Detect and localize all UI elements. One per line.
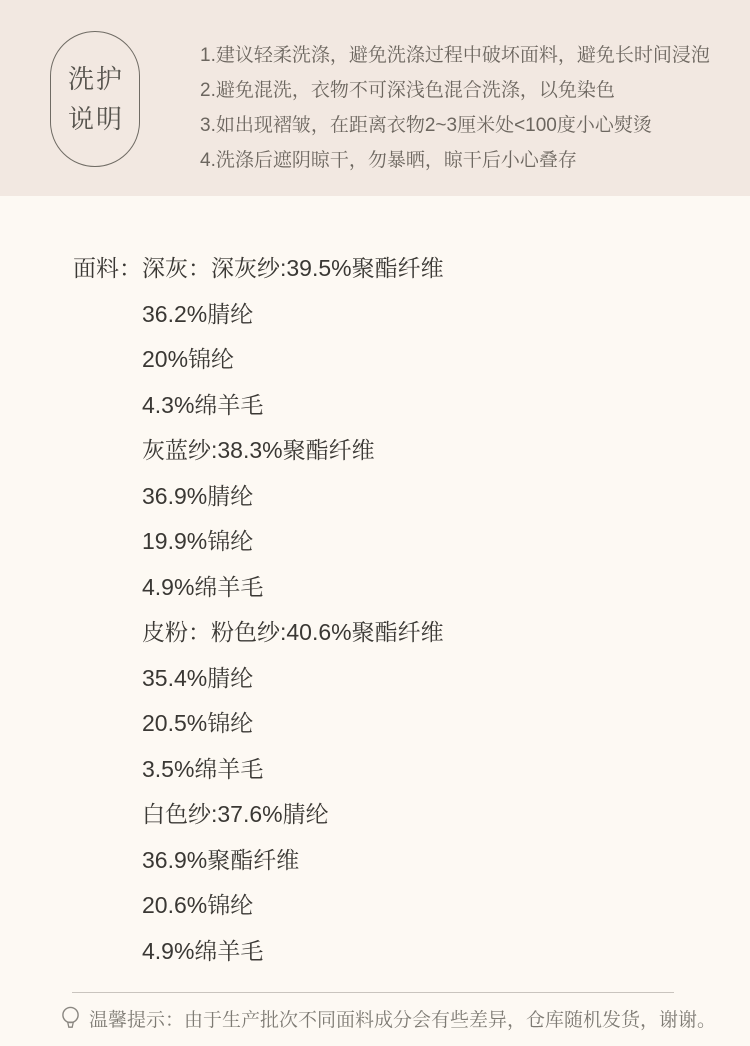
fabric-composition-line: 36.2%腈纶 [142,300,254,327]
fabric-composition-line: 皮粉：粉色纱:40.6%聚酯纤维 [142,619,444,645]
fabric-composition-line: 白色纱:37.6%腈纶 [142,801,329,827]
fabric-composition-line: 灰蓝纱:38.3%聚酯纤维 [142,437,375,463]
footer-tip-text: 温馨提示：由于生产批次不同面料成分会有些差异，仓库随机发货，谢谢。 [89,1010,717,1031]
fabric-composition-line: 深灰：深灰纱:39.5%聚酯纤维 [142,255,444,281]
fabric-composition-line: 20.6%锦纶 [142,892,254,918]
care-badge-line2: 说明 [67,104,124,134]
fabric-composition-list [142,246,750,974]
fabric-composition-line: 3.5%绵羊毛 [142,755,264,782]
lightbulb-icon [61,1006,80,1032]
fabric-composition-line: 4.9%绵羊毛 [142,937,264,964]
fabric-composition-section [0,196,750,974]
care-badge [50,31,140,167]
care-instructions-section [0,0,750,196]
care-badge-line1: 洗护 [67,64,124,94]
fabric-composition-line: 4.3%绵羊毛 [142,391,264,418]
fabric-composition-line: 19.9%锦纶 [142,528,254,554]
care-instruction-item: 3.如出现褶皱，在距离衣物2~3厘米处<100度小心熨烫 [200,115,652,136]
care-instruction-item: 2.避免混洗，衣物不可深浅色混合洗涤，以免染色 [200,80,615,101]
fabric-composition-line: 35.4%腈纶 [142,664,254,691]
fabric-composition-line: 20%锦纶 [142,346,235,372]
care-instruction-item: 1.建议轻柔洗涤，避免洗涤过程中破坏面料，避免长时间浸泡 [200,45,710,66]
care-instruction-item: 4.洗涤后遮阴晾干，勿暴晒，晾干后小心叠存 [200,150,577,171]
fabric-composition-line: 36.9%腈纶 [142,482,254,509]
fabric-composition-line: 20.5%锦纶 [142,710,254,736]
divider [72,992,674,993]
fabric-label: 面料： [73,255,142,281]
care-instructions-list [200,38,710,178]
footer-tip [61,1005,750,1032]
fabric-composition-line: 4.9%绵羊毛 [142,573,264,600]
fabric-composition-line: 36.9%聚酯纤维 [142,846,300,873]
